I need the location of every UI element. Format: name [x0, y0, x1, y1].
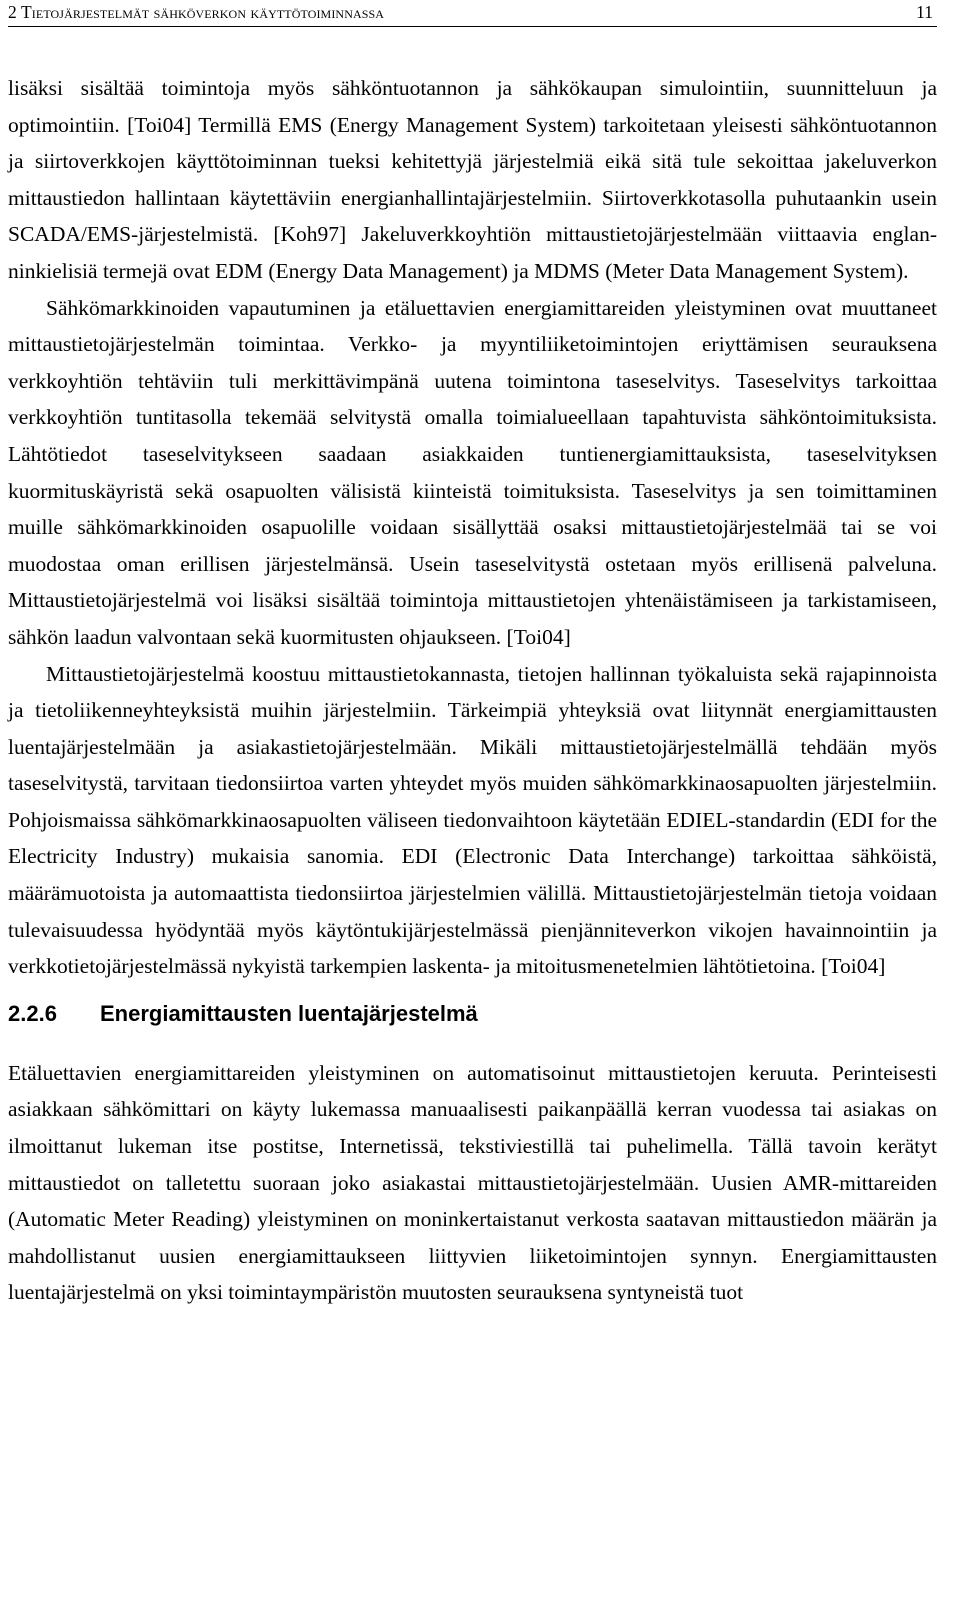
body-text [8, 70, 937, 1311]
section-title: Energiamittausten luentajärjestelmä [100, 1000, 478, 1026]
paragraph-2: Sähkömarkkinoiden vapautuminen ja etäluettavien energiamittareiden yleistyminen ovat muuttaneet mittaustietojärjestelmän toimintaa. Verkko- ja myyntiliiketoimintojen eriyttämisen seurauksena verkkoyhtiön tehtäviin tuli merkittävimpänä uutena toimintona taseselvitys. Taseselvitys tarkoittaa verkkoyhtiön tuntitasolla tekemää selvitystä omalla toimialueellaan tapahtuvista sähköntoimituksista. Lähtötiedot taseselvitykseen saadaan asiakkaiden tuntienergiamittauksista, taseselvityksen kuormituskäyristä sekä osapuolten välisistä kiinteistä toimituksista. Taseselvitys ja sen toimittaminen muille sähkömarkkinoiden osapuolille voidaan sisällyttää osaksi mittaustietojärjestelmää tai se voi muodostaa oman erillisen järjestelmänsä. Usein taseselvitystä ostetaan myös erillisenä palveluna. Mittaustietojärjestelmä voi lisäksi sisältää toimintoja mittaustietojen yhtenäistämiseen ja tarkistamiseen, sähkön laadun valvontaan sekä kuormitusten ohjaukseen. [Toi04] [8, 295, 937, 649]
section-paragraph-1: Etäluettavien energiamittareiden yleistyminen on automatisoinut mittaustietojen keruuta. Perinteisesti asiakkaan sähkömittari on käyty lukemassa manuaalisesti paikanpäällä kerran vuodessa tai asiakas on ilmoittanut lukeman itse postitse, Internetissä, tekstiviestillä tai puhelimella. Tällä tavoin kerätyt mittaustiedot on talletettu suoraan joko asiakastai mittaustietojärjestelmään. Uusien AMR-mittareiden (Automatic Meter Reading) yleistyminen on moninkertaistanut verkosta saatavan mittaustiedon määrän ja mahdollistanut uusien energiamittaukseen liittyvien liiketoimintojen synnyn. Energiamittausten luentajärjestelmä on yksi toimintaympäristön muutosten seurauksena syntyneistä tuot [8, 1060, 937, 1305]
paragraph-3: Mittaustietojärjestelmä koostuu mittaustietokannasta, tietojen hallinnan työkaluista sekä rajapinnoista ja tietoliikenneyhteyksistä muihin järjestelmiin. Tärkeimpiä yhteyksiä ovat liitynnät energiamittausten luentajärjestelmään ja asiakastietojärjestelmään. Mikäli mittaustietojärjestelmällä tehdään myös taseselvitystä, tarvitaan tiedonsiirtoa varten yhteydet myös muiden sähkömarkkinaosapuolten järjestelmiin. Pohjoismaissa sähkömarkkinaosapuolten väliseen tiedonvaihtoon käytetään EDIEL-standardin (EDI for the Electricity Industry) mukaisia sanomia. EDI (Electronic Data Interchange) tarkoittaa sähköistä, määrämuotoista ja automaattista tiedonsiirtoa järjestelmien välillä. Mittaustietojärjestelmän tietoja voidaan tulevaisuudessa hyödyntää myös käytöntukijärjestelmässä pienjänniteverkon vikojen havainnointiin ja verkkotietojärjestelmässä nykyistä tarkempien laskenta- ja mitoitusmenetelmien lähtötietoina. [Toi04] [8, 661, 937, 979]
page-number: 11 [916, 2, 933, 22]
section-heading [8, 999, 937, 1029]
running-header [8, 0, 937, 27]
paragraph-1: lisäksi sisältää toimintoja myös sähköntuotannon ja sähkökaupan simulointiin, suunnitteluun ja optimointiin. [Toi04] Termillä EMS (Energy Management System) tarkoitetaan yleisesti sähköntuotannon ja siirtoverkkojen käyttötoiminnan tueksi kehitettyjä järjestelmiä eikä sitä tule sekoittaa jakeluverkon mittaustiedon hallintaan käytettäviin energianhallintajärjestelmiin. Siirtoverkkotasolla puhutaankin usein SCADA/EMS-järjestelmistä. [Koh97] Jakeluverkkoyhtiön mittaustietojärjestelmään viittaavia englanninkielisiä termejä ovat EDM (Energy Data Management) ja MDMS (Meter Data Management System). [8, 76, 937, 283]
chapter-title: 2 Tietojärjestelmät sähköverkon käyttötoiminnassa [8, 2, 385, 22]
section-number: 2.2.6 [8, 1000, 57, 1026]
